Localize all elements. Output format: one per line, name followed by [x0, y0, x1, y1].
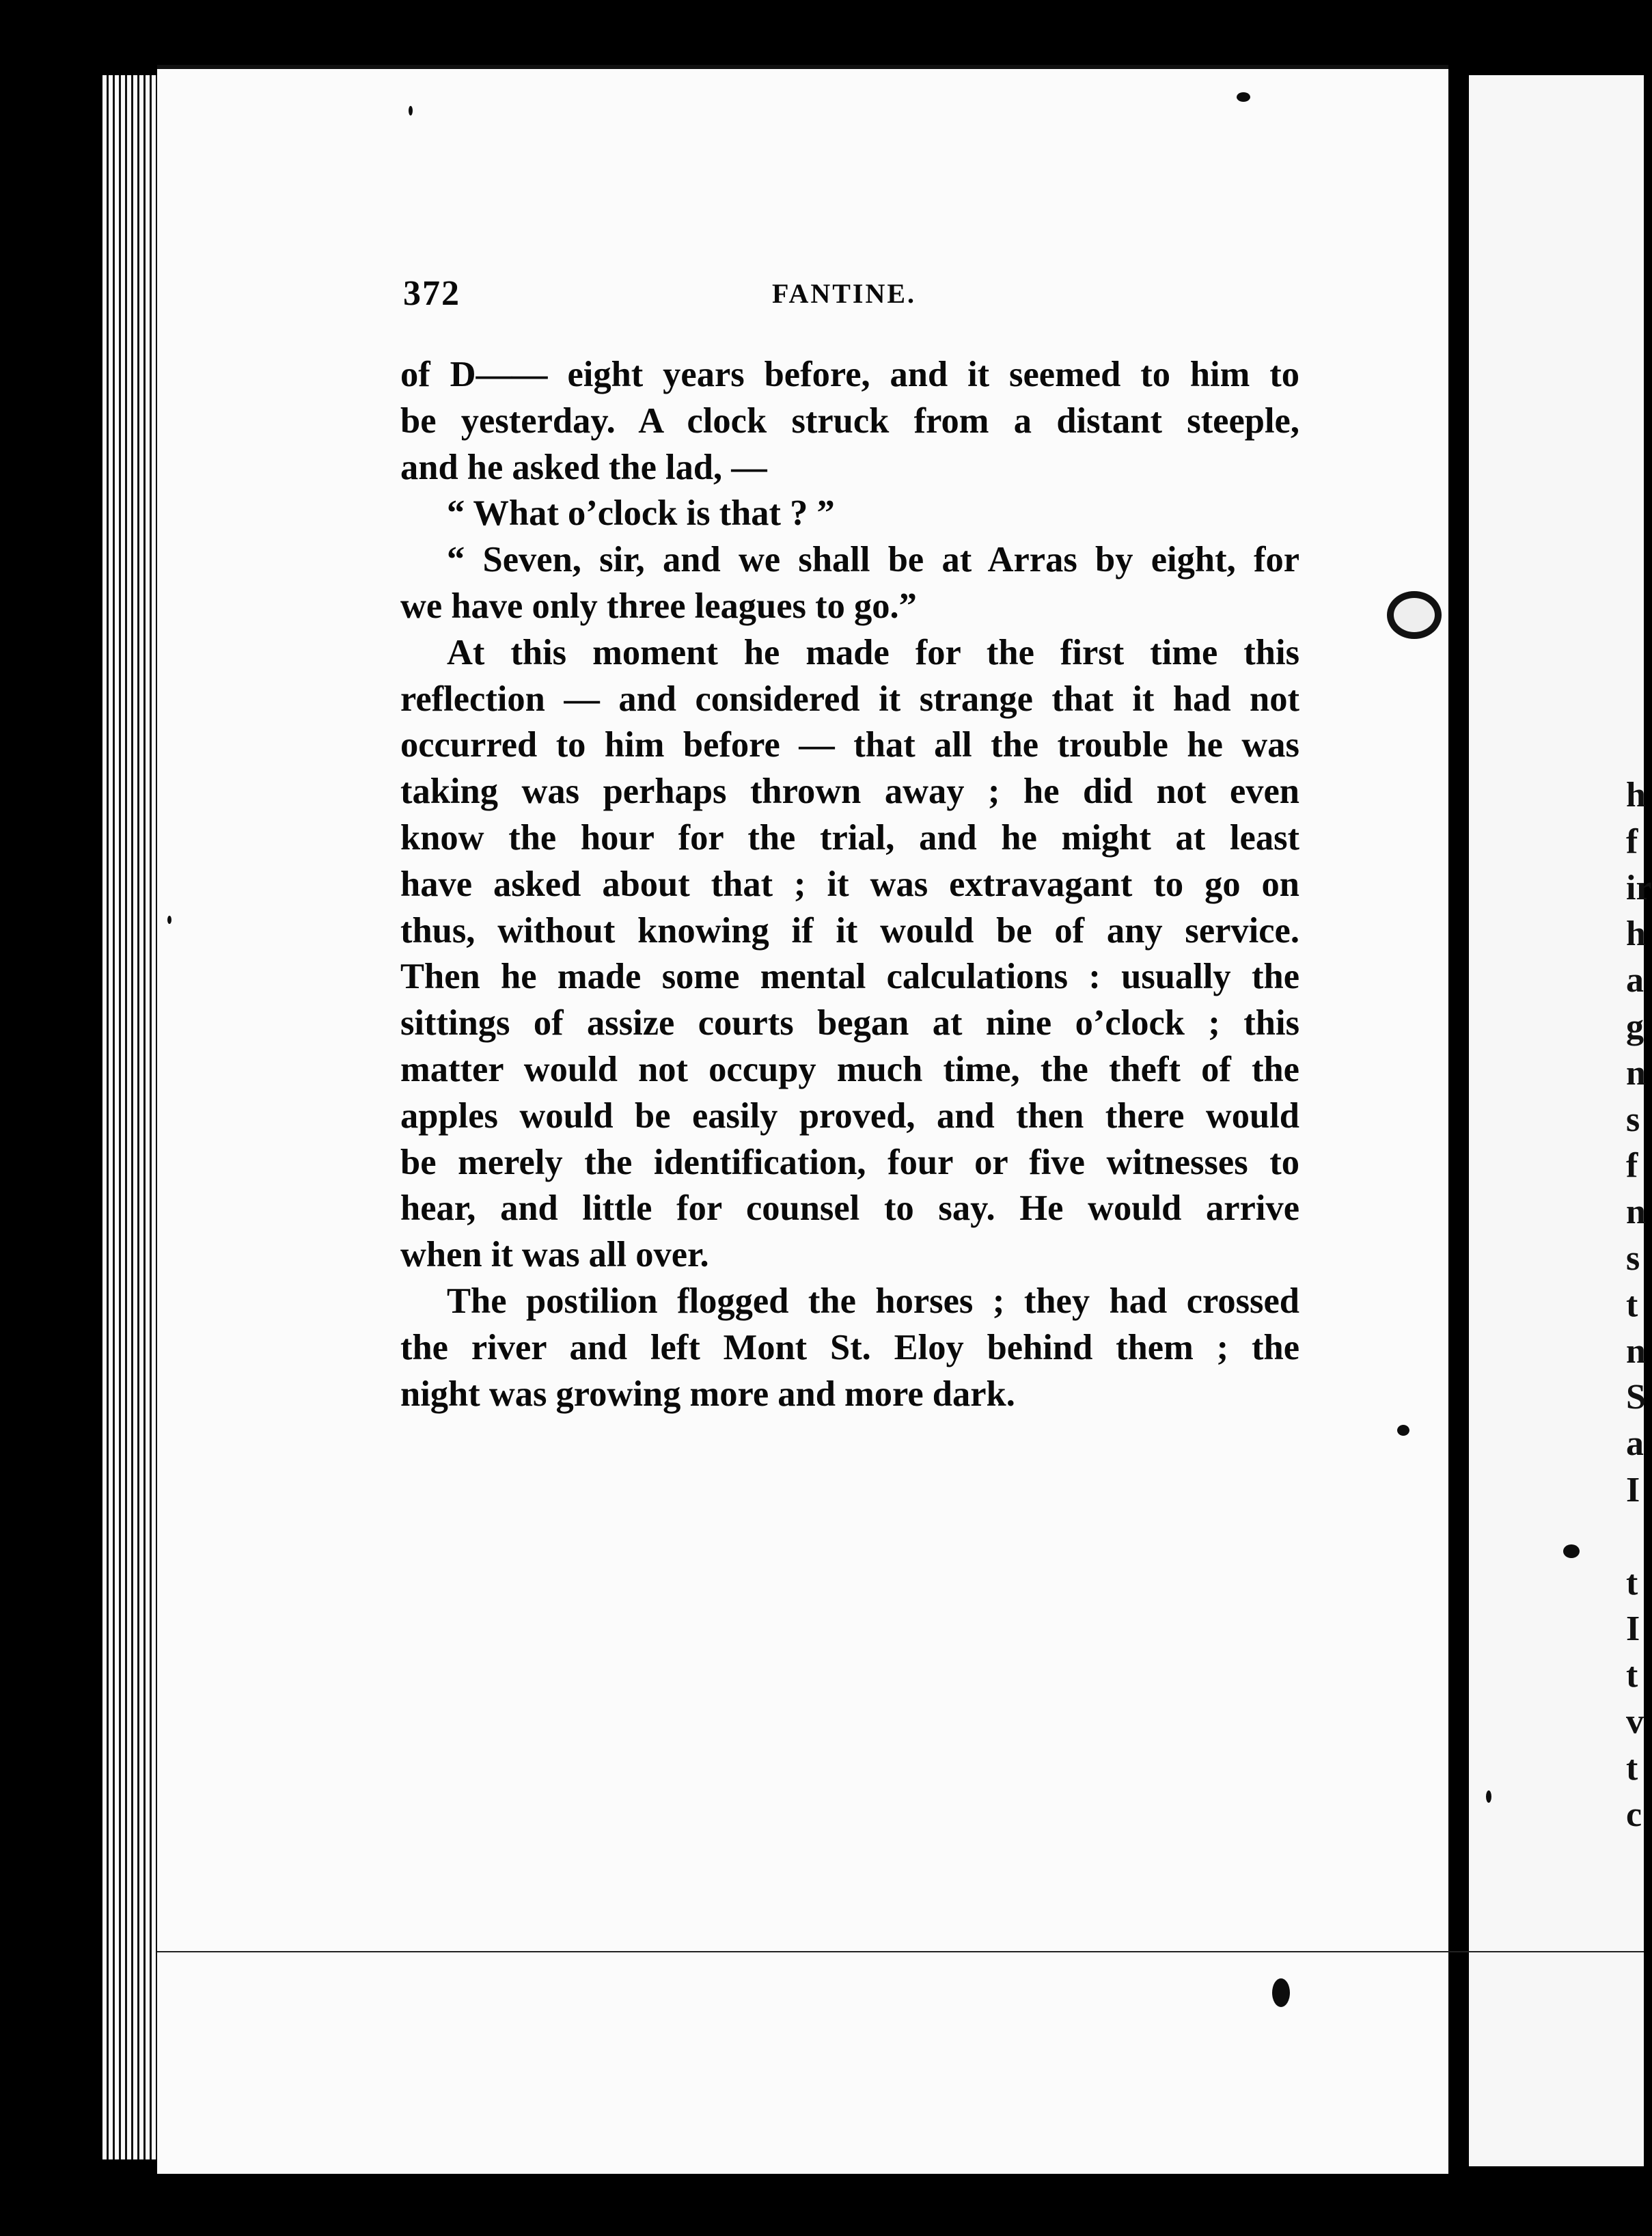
running-head: FANTINE.: [772, 278, 917, 309]
text-line: hear, and little for counsel to say. He would arrive: [400, 1188, 1299, 1229]
text-line: the river and left Mont St. Eloy behind them ; the: [400, 1327, 1299, 1367]
text-line: Then he made some mental calculations : usually the: [400, 957, 1299, 997]
text-line: of D—— eight years before, and it seemed to him to: [400, 355, 1299, 394]
text-line: apples would be easily proved, and then there would: [400, 1095, 1299, 1136]
edge-letter: n: [1626, 1192, 1646, 1232]
text-line: sittings of assize courts began at nine o’clock ; this: [400, 1003, 1299, 1044]
text-line: At this moment he made for the first time this: [447, 632, 1299, 672]
body-text: [400, 352, 1299, 1417]
page-number: 372: [403, 274, 460, 313]
edge-letter: f: [1626, 1146, 1638, 1186]
text-line: thus, without knowing if it would be of any service.: [400, 910, 1299, 951]
text-line: “ Seven, sir, and we shall be at Arras by eight, for: [447, 540, 1299, 580]
edge-letter: s: [1626, 1100, 1640, 1139]
text-line: be merely the identification, four or five witnesses to: [400, 1142, 1299, 1182]
gutter: [1448, 65, 1469, 2170]
ink-speck: [1397, 1425, 1409, 1436]
edge-letter: t: [1626, 1563, 1638, 1603]
edge-letter: a: [1626, 961, 1644, 1000]
page-edges: [102, 75, 164, 2159]
edge-letter: S: [1626, 1378, 1646, 1417]
text-line: know the hour for the trial, and he might at least: [400, 817, 1299, 858]
edge-letter: h: [1626, 914, 1646, 954]
text-line: reflection — and considered it strange that it had not: [400, 679, 1299, 719]
ink-speck: [167, 916, 171, 924]
edge-letter: [1626, 1514, 1644, 1560]
text-line: and he asked the lad, —: [400, 447, 767, 487]
ink-speck: [1272, 1978, 1290, 2007]
ink-speck: [1237, 92, 1250, 102]
edge-letter: ir: [1626, 868, 1652, 908]
text-line: The postilion flogged the horses ; they had crossed: [447, 1281, 1299, 1321]
text-line: we have only three leagues to go.”: [400, 586, 917, 626]
scan-rule: [157, 1951, 1644, 1952]
text-line: “ What o’clock is that ? ”: [447, 493, 835, 534]
text-line: when it was all over.: [400, 1235, 709, 1275]
edge-letter: t: [1626, 1285, 1638, 1324]
text-line: taking was perhaps thrown away ; he did not even: [400, 772, 1299, 812]
edge-letter: g: [1626, 1007, 1644, 1046]
ink-blot-ring: [1387, 591, 1442, 639]
page-header: [403, 273, 1298, 321]
facing-page: [1469, 75, 1652, 2166]
edge-letter: f: [1626, 821, 1638, 861]
edge-letter: I: [1626, 1609, 1640, 1649]
edge-letter: n: [1626, 1053, 1646, 1093]
ink-speck: [1563, 1544, 1580, 1558]
edge-letter: h: [1626, 776, 1646, 815]
facing-page-text-fragment: [1626, 772, 1652, 1838]
ink-speck: [409, 106, 413, 115]
edge-letter: I: [1626, 1470, 1640, 1510]
edge-letter: t: [1626, 1656, 1638, 1695]
text-line: have asked about that ; it was extravagant to go on: [400, 864, 1299, 904]
edge-letter: c: [1626, 1795, 1642, 1834]
edge-letter: t: [1626, 1748, 1638, 1788]
text-line: occurred to him before — that all the trouble he was: [400, 725, 1299, 765]
text-line: matter would not occupy much time, the theft of the: [400, 1049, 1299, 1089]
ink-speck: [1486, 1790, 1491, 1803]
text-line: night was growing more and more dark.: [400, 1374, 1015, 1414]
text-line: be yesterday. A clock struck from a distant steeple,: [400, 400, 1299, 441]
edge-letter: s: [1626, 1238, 1640, 1278]
edge-letter: a: [1626, 1424, 1644, 1464]
edge-letter: n: [1626, 1331, 1646, 1371]
edge-letter: v: [1626, 1702, 1644, 1741]
